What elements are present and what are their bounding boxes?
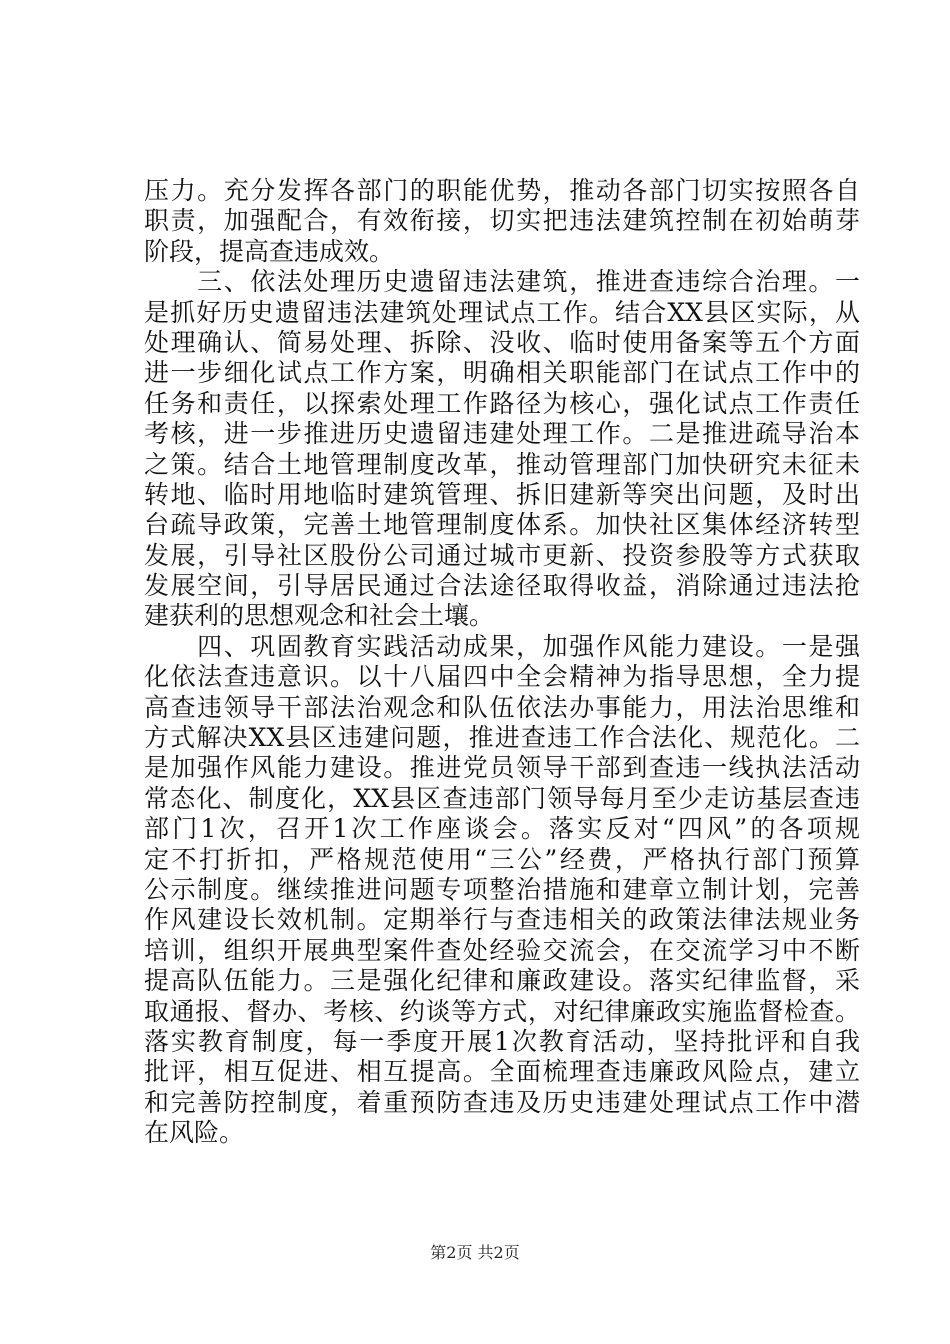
body-line: 部门1次，召开1次工作座谈会。落实反对“四风”的各项规 [144, 814, 860, 844]
body-line: 任务和责任，以探索处理工作路径为核心，强化试点工作责任 [144, 388, 860, 418]
body-line: 取通报、督办、考核、约谈等方式，对纪律廉政实施监督检查。 [144, 996, 860, 1026]
body-line: 化依法查违意识。以十八届四中全会精神为指导思想，全力提 [144, 662, 860, 692]
body-line: 在风险。 [144, 1118, 245, 1148]
body-line: 四、巩固教育实践活动成果，加强作风能力建设。一是强 [144, 631, 860, 661]
body-line: 三、依法处理历史遗留违法建筑，推进查违综合治理。一 [144, 267, 860, 297]
body-line: 发展空间，引导居民通过合法途径取得收益，消除通过违法抢 [144, 571, 860, 601]
document-body [144, 176, 860, 1149]
body-line: 建获利的思想观念和社会土壤。 [144, 601, 495, 631]
body-line: 常态化、制度化，XX县区查违部门领导每月至少走访基层查违 [144, 783, 860, 813]
body-line: 提高队伍能力。三是强化纪律和廉政建设。落实纪律监督，采 [144, 966, 860, 996]
body-line: 是抓好历史遗留违法建筑处理试点工作。结合XX县区实际，从 [144, 297, 860, 327]
body-line: 落实教育制度，每一季度开展1次教育活动，坚持批评和自我 [144, 1026, 860, 1056]
body-line: 进一步细化试点工作方案，明确相关职能部门在试点工作中的 [144, 358, 860, 388]
body-line: 职责，加强配合，有效衔接，切实把违法建筑控制在初始萌芽 [144, 206, 860, 236]
body-line: 批评，相互促进、相互提高。全面梳理查违廉政风险点，建立 [144, 1057, 860, 1087]
body-line: 台疏导政策，完善土地管理制度体系。加快社区集体经济转型 [144, 510, 860, 540]
body-line: 发展，引导社区股份公司通过城市更新、投资参股等方式获取 [144, 540, 860, 570]
page-footer: 第2页 共2页 [430, 1243, 520, 1262]
body-line: 压力。充分发挥各部门的职能优势，推动各部门切实按照各自 [144, 176, 860, 205]
body-line: 方式解决XX县区违建问题，推进查违工作合法化、规范化。二 [144, 723, 860, 753]
body-line: 考核，进一步推进历史遗留违建处理工作。二是推进疏导治本 [144, 419, 860, 449]
body-line: 之策。结合土地管理制度改革，推动管理部门加快研究未征未 [144, 449, 860, 479]
body-line: 定不打折扣，严格规范使用“三公”经费，严格执行部门预算 [144, 844, 860, 874]
body-line: 阶段，提高查违成效。 [144, 236, 395, 266]
body-line: 和完善防控制度，着重预防查违及历史违建处理试点工作中潜 [144, 1087, 860, 1117]
body-line: 作风建设长效机制。定期举行与查违相关的政策法律法规业务 [144, 905, 860, 935]
body-line: 是加强作风能力建设。推进党员领导干部到查违一线执法活动 [144, 753, 860, 783]
body-line: 处理确认、简易处理、拆除、没收、临时使用备案等五个方面 [144, 327, 860, 357]
body-line: 培训，组织开展典型案件查处经验交流会，在交流学习中不断 [144, 935, 860, 965]
body-line: 转地、临时用地临时建筑管理、拆旧建新等突出问题，及时出 [144, 479, 860, 509]
body-line: 公示制度。继续推进问题专项整治措施和建章立制计划，完善 [144, 874, 860, 904]
body-line: 高查违领导干部法治观念和队伍依法办事能力，用法治思维和 [144, 692, 860, 722]
